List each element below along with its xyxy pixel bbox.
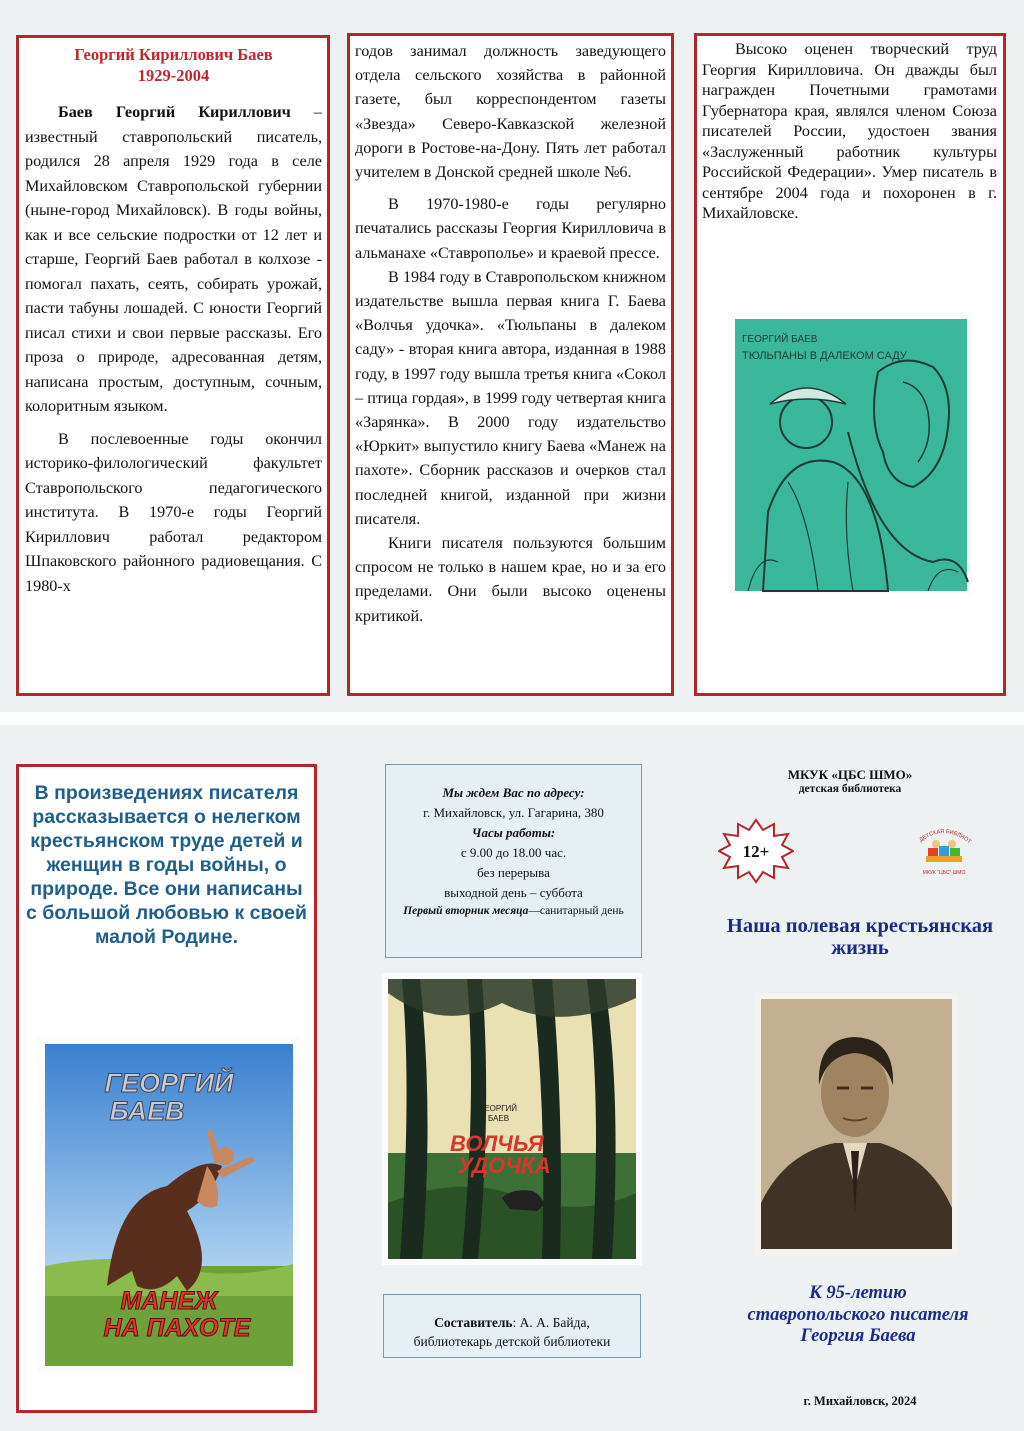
hours-label: Часы работы: xyxy=(471,825,556,840)
volchya-cover-title-2: УДОЧКА xyxy=(458,1153,551,1178)
book-cover-manege xyxy=(37,1036,301,1374)
address-label: Мы ждем Вас по адресу: xyxy=(442,785,585,800)
volchya-cover-author-2: БАЕВ xyxy=(488,1114,510,1123)
tulips-cover-title: ТЮЛЬПАНЫ В ДАЛЕКОМ САДУ xyxy=(742,350,907,362)
compiler-label: Составитель xyxy=(434,1315,513,1330)
tulips-cover-art xyxy=(728,312,972,594)
career-panel xyxy=(347,33,674,696)
tulips-cover-author: ГЕОРГИЙ БАЕВ xyxy=(742,334,818,345)
writer-name-bold: Баев Георгий Кириллович xyxy=(58,103,291,121)
manege-cover-author-2: БАЕВ xyxy=(109,1096,185,1126)
biography-paragraph-2: В послевоенные годы окончил историко-филологический факультет Ставропольского педагогического института. В 1970-е годы Георгий Кириллович работал редактором Шпаковского районного радиовещания. С 1980-х xyxy=(25,429,322,595)
manege-cover-title-1: МАНЕЖ xyxy=(120,1287,218,1315)
compiler-box xyxy=(383,1294,641,1358)
volchya-cover-art xyxy=(382,973,642,1265)
library-name: детская библиотека xyxy=(798,783,902,795)
career-paragraph-4: Книги писателя пользуются большим спросом не только в нашем крае, но и за его пределами. Они были высоко оценены критикой. xyxy=(355,534,666,625)
library-logo xyxy=(912,822,976,880)
anniversary-line-1: К 95-летию xyxy=(809,1283,907,1303)
logo-bottom-text: МКУК "ЦБС" ШМО xyxy=(922,870,966,876)
writer-portrait xyxy=(755,993,958,1255)
manege-cover-art xyxy=(37,1036,301,1374)
logo-top-text: ДЕТСКАЯ БИБЛИОТ xyxy=(918,828,972,846)
biography-panel xyxy=(16,35,330,696)
city-year: г. Михайловск, 2024 xyxy=(803,1394,917,1408)
first-tuesday-value: —санитарный день xyxy=(528,905,624,917)
compiler-position: библиотекарь детской библиотеки xyxy=(413,1334,611,1349)
biography-text-1: – известный ставропольский писатель, родился 28 апреля 1929 года в селе Михайловском Ставропольской губернии (ныне-город Михайловск). В годы войны, как и все сельские подростки от 12 лет и старше, Георгий Баев работал в колхозе - помогал пахать, сеять, собирать урожай, пасти табуны лошадей. С юности Георгий писал стихи и свои первые рассказы. Его проза о природе, адресованная детям, написана простым, доступным, сочным, колоритным языком. xyxy=(25,103,322,415)
quote-text: В произведениях писателя рассказывается о нелегком крестьянском труде детей и женщин в годы войны, о природе. Все они написаны с большой любовью к своей малой Родине. xyxy=(26,782,307,948)
organization-name: МКУК «ЦБС ШМО» xyxy=(787,767,913,782)
first-tuesday-label: Первый вторник месяца xyxy=(403,905,529,917)
career-paragraph-1: годов занимал должность заведующего отдела сельского хозяйства в районной газете, был корреспондентом газеты «Звезда» Северо-Кавказской железной дороги в Ростове-на-Дону. Пять лет работал учителем в Донской средней школе №6. xyxy=(355,42,666,182)
manege-cover-author-1: ГЕОРГИЙ xyxy=(104,1068,234,1098)
volchya-cover-title-1: ВОЛЧЬЯ xyxy=(450,1131,544,1156)
book-cover-tulips xyxy=(728,312,972,594)
day-off-text: выходной день – суббота xyxy=(444,885,583,900)
brochure-title: Наша полевая крестьянская жизнь xyxy=(726,915,994,959)
address-value: г. Михайловск, ул. Гагарина, 380 xyxy=(423,805,604,820)
logo-arc-text xyxy=(912,822,972,846)
awards-paragraph: Высоко оценен творческий труд Георгия Кирилловича. Он дважды был награжден Почетными грамотами Губернатора края, являлся членом Союза писателей России, удостоен звания «Заслуженный работник культуры Российской Федерации». Умер писатель в сентябре 2004 года и похоронен в г. Михайловске. xyxy=(702,40,997,222)
volchya-cover-author-1: ГЕОРГИЙ xyxy=(480,1104,518,1113)
biography-title xyxy=(25,44,322,86)
writer-name: Георгий Кириллович Баев xyxy=(74,45,273,64)
hours-value: с 9.00 до 18.00 час. xyxy=(460,845,567,860)
age-rating-badge xyxy=(718,818,794,884)
manege-cover-title-2: НА ПАХОТЕ xyxy=(103,1314,251,1342)
no-break-text: без перерыва xyxy=(477,865,550,880)
biography-paragraph-1 xyxy=(25,100,322,419)
anniversary-line-2: ставропольского писателя xyxy=(747,1304,969,1325)
anniversary-line-3: Георгия Баева xyxy=(800,1326,916,1346)
contact-box xyxy=(385,764,642,958)
career-paragraph-2: В 1970-1980-е годы регулярно печатались рассказы Георгия Кирилловича в альманахе «Ставрополье» и краевой прессе. xyxy=(355,195,666,262)
sanitary-day xyxy=(386,903,641,920)
career-paragraph-3: В 1984 году в Ставропольском книжном издательстве вышла первая книга Г. Баева «Волчья удочка». «Тюльпаны в далеком саду» - вторая книга автора, изданная в 1988 году, в 1997 году вышла третья книга «Сокол – птица гордая», в 1999 году четвертая книга «Зарянка». В 2000 году издательство «Юркит» выпустило книгу Баева «Манеж на пахоте». Сборник рассказов и очерков стал последней книгой, изданной при жизни писателя. xyxy=(355,267,666,528)
anniversary-subtitle xyxy=(700,1283,1016,1348)
compiler-line xyxy=(384,1313,640,1332)
book-cover-volchya xyxy=(382,973,642,1265)
writer-years: 1929-2004 xyxy=(137,66,210,85)
age-rating-text: 12+ xyxy=(742,842,770,861)
compiler-name: : А. А. Байда, xyxy=(512,1315,590,1330)
